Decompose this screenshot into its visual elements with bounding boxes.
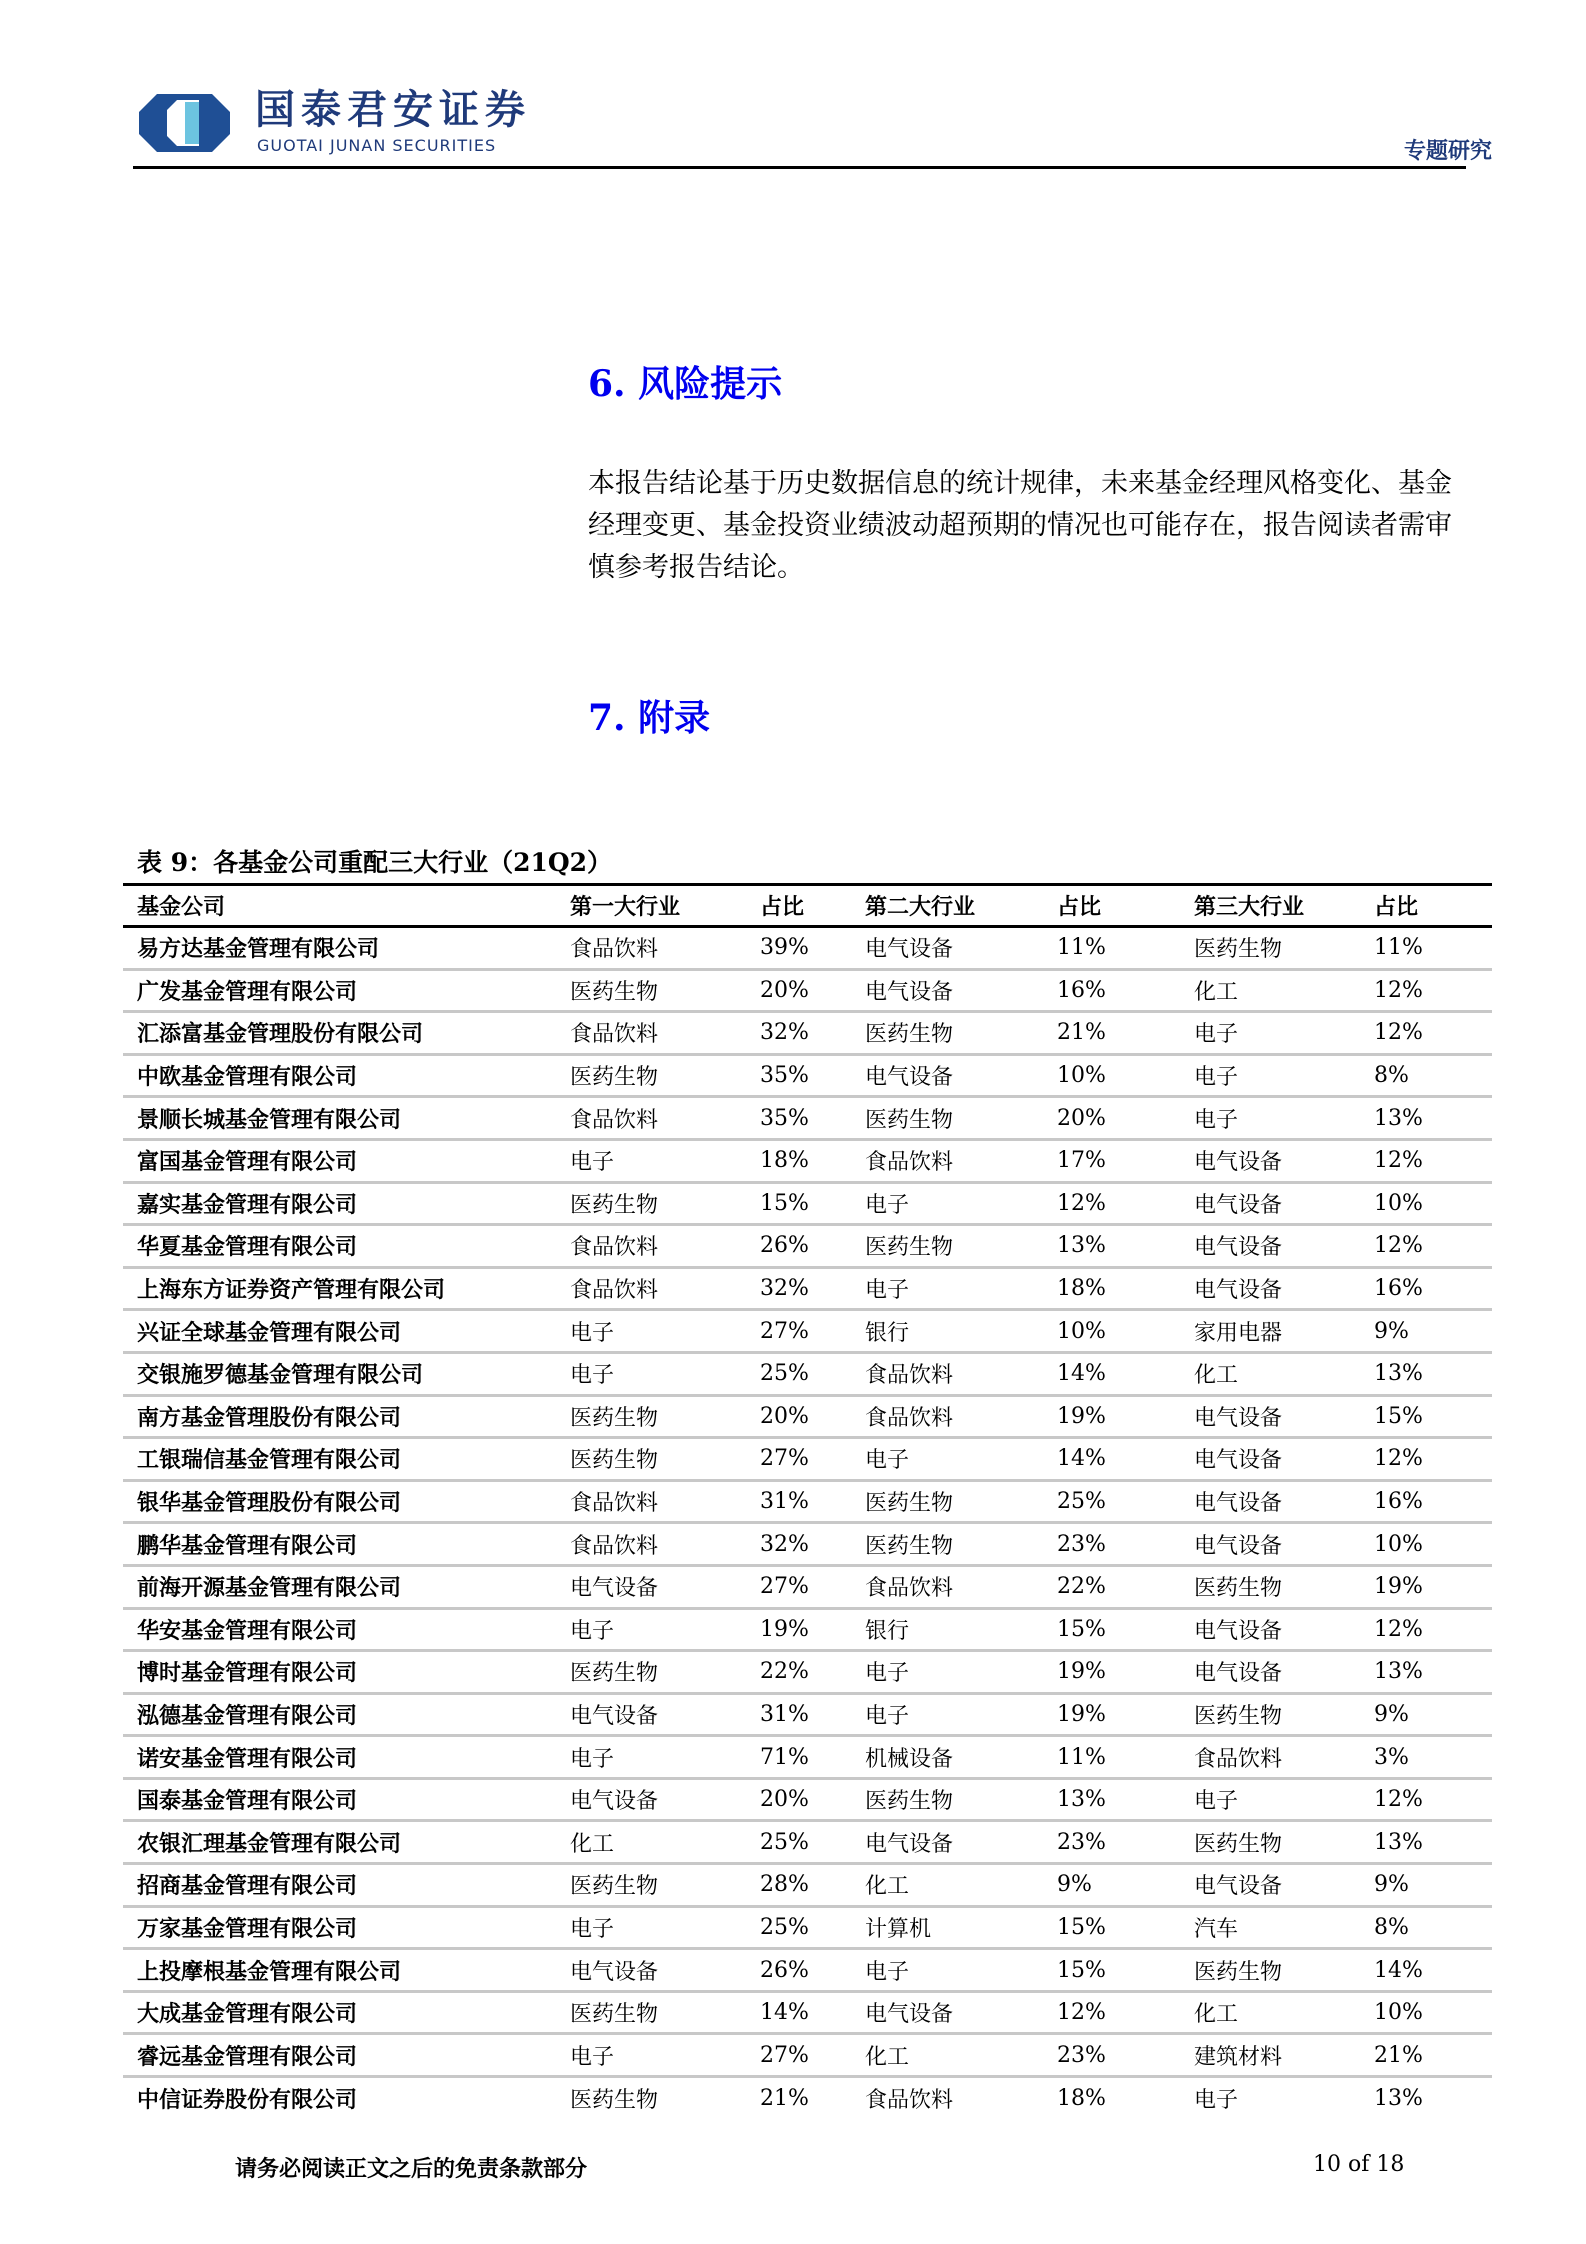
table-cell: 食品饮料 — [865, 1405, 954, 1431]
table-cell: 16% — [1374, 1489, 1423, 1515]
table-cell: 18% — [760, 1148, 809, 1174]
table-cell: 医药生物 — [865, 1789, 954, 1815]
table-row — [123, 1395, 1492, 1438]
table-cell: 电气设备 — [1194, 1618, 1283, 1644]
table-cell: 电气设备 — [570, 1576, 659, 1602]
table-row — [123, 969, 1492, 1012]
column-header: 第二大行业 — [865, 894, 976, 920]
table-cell: 13% — [1374, 1829, 1423, 1855]
table-cell: 10% — [1057, 1063, 1106, 1089]
table-cell: 9% — [1374, 1872, 1409, 1898]
table-cell: 20% — [760, 977, 809, 1003]
table-cell: 21% — [1057, 1020, 1106, 1046]
table-cell: 电气设备 — [1194, 1491, 1283, 1517]
table-cell: 32% — [760, 1531, 809, 1557]
fund-company-cell: 诺安基金管理有限公司 — [137, 1745, 358, 1772]
column-header: 占比 — [1057, 894, 1102, 920]
table-row — [123, 1139, 1492, 1182]
table-cell: 电子 — [570, 1618, 615, 1644]
table-cell: 15% — [1057, 1616, 1106, 1642]
table-cell: 31% — [760, 1701, 809, 1727]
table-row — [123, 2077, 1492, 2120]
table-row — [123, 1736, 1492, 1779]
table-cell: 医药生物 — [570, 1661, 659, 1687]
table-cell: 电子 — [1194, 1022, 1239, 1048]
table-cell: 13% — [1374, 1361, 1423, 1387]
fund-company-cell: 汇添富基金管理股份有限公司 — [137, 1021, 424, 1048]
table-cell: 电子 — [570, 1916, 615, 1942]
table-cell: 电气设备 — [865, 1065, 954, 1091]
table-cell: 食品饮料 — [1194, 1746, 1283, 1772]
table-cell: 13% — [1374, 1659, 1423, 1685]
table-cell: 电气设备 — [1194, 1448, 1283, 1474]
table-cell: 3% — [1374, 1744, 1409, 1770]
table-cell: 家用电器 — [1194, 1320, 1283, 1346]
table-cell: 医药生物 — [1194, 1831, 1283, 1857]
table-row — [123, 1267, 1492, 1310]
table-cell: 电气设备 — [570, 1703, 659, 1729]
table-cell: 电子 — [1194, 1789, 1239, 1815]
table-cell: 食品饮料 — [570, 1533, 659, 1559]
table-cell: 31% — [760, 1489, 809, 1515]
fund-company-cell: 上海东方证券资产管理有限公司 — [137, 1277, 446, 1304]
table-cell: 15% — [1057, 1957, 1106, 1983]
table-cell: 电气设备 — [865, 1831, 954, 1857]
table-cell: 计算机 — [865, 1916, 932, 1942]
table-cell: 23% — [1057, 2042, 1106, 2068]
table-cell: 电子 — [570, 1363, 615, 1389]
table-row — [123, 2034, 1492, 2077]
table-cell: 26% — [760, 1233, 809, 1259]
table-cell: 10% — [1374, 2000, 1423, 2026]
fund-industry-table — [123, 883, 1492, 2119]
disclaimer-note: 请务必阅读正文之后的免责条款部分 — [235, 2156, 588, 2182]
table-cell: 化工 — [1194, 979, 1239, 1005]
column-header: 第三大行业 — [1194, 894, 1305, 920]
table-cell: 医药生物 — [1194, 937, 1283, 963]
table-cell: 13% — [1374, 1105, 1423, 1131]
table-cell: 食品饮料 — [865, 1363, 954, 1389]
table-cell: 32% — [760, 1020, 809, 1046]
table-cell: 银行 — [865, 1320, 910, 1346]
table-cell: 19% — [760, 1616, 809, 1642]
table-cell: 25% — [760, 1361, 809, 1387]
table-cell: 12% — [1374, 1148, 1423, 1174]
table-cell: 电气设备 — [1194, 1192, 1283, 1218]
table-cell: 医药生物 — [865, 1235, 954, 1261]
table-row — [123, 1310, 1492, 1353]
table-cell: 医药生物 — [865, 1533, 954, 1559]
table-header-row — [123, 885, 1492, 927]
table-cell: 20% — [760, 1403, 809, 1429]
table-cell: 食品饮料 — [865, 2088, 954, 2114]
table-row — [123, 1864, 1492, 1907]
table-cell: 19% — [1057, 1701, 1106, 1727]
table-cell: 电子 — [570, 1746, 615, 1772]
table-cell: 电气设备 — [1194, 1405, 1283, 1431]
risk-paragraph: 本报告结论基于历史数据信息的统计规律，未来基金经理风格变化、基金经理变更、基金投资业绩波动超预期的情况也可能存在，报告阅读者需审慎参考报告结论。 — [588, 468, 1452, 583]
table-cell: 12% — [1374, 1616, 1423, 1642]
table-row — [123, 1991, 1492, 2034]
table-cell: 电子 — [570, 1320, 615, 1346]
table-cell: 35% — [760, 1063, 809, 1089]
table-cell: 8% — [1374, 1914, 1409, 1940]
table-cell: 医药生物 — [1194, 1703, 1283, 1729]
table-cell: 19% — [1057, 1659, 1106, 1685]
table-cell: 23% — [1057, 1829, 1106, 1855]
table-cell: 医药生物 — [570, 1448, 659, 1474]
table-cell: 电气设备 — [1194, 1874, 1283, 1900]
fund-company-cell: 大成基金管理有限公司 — [137, 2001, 358, 2028]
table-cell: 71% — [760, 1744, 809, 1770]
fund-company-cell: 富国基金管理有限公司 — [137, 1149, 358, 1176]
fund-company-cell: 易方达基金管理有限公司 — [137, 936, 380, 963]
table-cell: 27% — [760, 1318, 809, 1344]
table-row — [123, 1352, 1492, 1395]
table-cell: 18% — [1057, 2086, 1106, 2112]
table-cell: 食品饮料 — [570, 1491, 659, 1517]
fund-company-cell: 银华基金管理股份有限公司 — [137, 1490, 402, 1517]
company-logo-icon — [137, 92, 232, 154]
table-row — [123, 1054, 1492, 1097]
table-cell: 27% — [760, 1574, 809, 1600]
table-cell: 电子 — [865, 1661, 910, 1687]
fund-company-cell: 鹏华基金管理有限公司 — [137, 1532, 358, 1559]
table-cell: 12% — [1374, 977, 1423, 1003]
table-cell: 26% — [760, 1957, 809, 1983]
fund-company-cell: 嘉实基金管理有限公司 — [137, 1191, 358, 1218]
table-cell: 20% — [1057, 1105, 1106, 1131]
table-cell: 汽车 — [1194, 1916, 1239, 1942]
table-cell: 25% — [760, 1914, 809, 1940]
table-cell: 13% — [1374, 2086, 1423, 2112]
fund-company-cell: 交银施罗德基金管理有限公司 — [137, 1362, 424, 1389]
table-cell: 电子 — [570, 1150, 615, 1176]
table-row — [123, 1225, 1492, 1268]
table-cell: 27% — [760, 1446, 809, 1472]
table-cell: 电气设备 — [865, 2002, 954, 2028]
fund-company-cell: 睿远基金管理有限公司 — [137, 2043, 358, 2070]
table-cell: 食品饮料 — [570, 1235, 659, 1261]
table-cell: 电气设备 — [1194, 1235, 1283, 1261]
table-cell: 21% — [760, 2086, 809, 2112]
table-cell: 化工 — [1194, 2002, 1239, 2028]
table-cell: 电子 — [865, 1703, 910, 1729]
fund-company-cell: 招商基金管理有限公司 — [137, 1873, 358, 1900]
table-cell: 22% — [1057, 1574, 1106, 1600]
table-cell: 19% — [1374, 1574, 1423, 1600]
fund-company-cell: 农银汇理基金管理有限公司 — [137, 1830, 402, 1857]
table-cell: 18% — [1057, 1276, 1106, 1302]
table-cell: 12% — [1057, 1190, 1106, 1216]
table-row — [123, 1608, 1492, 1651]
logo-text-en: GUOTAI JUNAN SECURITIES — [257, 136, 497, 155]
fund-company-cell: 华夏基金管理有限公司 — [137, 1234, 358, 1261]
table-cell: 20% — [760, 1787, 809, 1813]
table-row — [123, 1565, 1492, 1608]
column-header: 第一大行业 — [570, 894, 681, 920]
table-cell: 食品饮料 — [570, 1107, 659, 1133]
table-cell: 电子 — [1194, 2088, 1239, 2114]
table-row — [123, 1949, 1492, 1992]
fund-company-cell: 兴证全球基金管理有限公司 — [137, 1319, 402, 1346]
table-row — [123, 1480, 1492, 1523]
table-row — [123, 1693, 1492, 1736]
table-cell: 化工 — [570, 1831, 615, 1857]
table-row — [123, 1906, 1492, 1949]
table-cell: 食品饮料 — [570, 1022, 659, 1048]
table-cell: 21% — [1374, 2042, 1423, 2068]
table-cell: 12% — [1374, 1787, 1423, 1813]
table-cell: 医药生物 — [865, 1107, 954, 1133]
table-cell: 医药生物 — [570, 1874, 659, 1900]
page-number: 10 of 18 — [1313, 2152, 1405, 2177]
fund-company-cell: 中欧基金管理有限公司 — [137, 1064, 358, 1091]
table-cell: 电子 — [865, 1959, 910, 1985]
table-cell: 25% — [1057, 1489, 1106, 1515]
table-cell: 14% — [760, 2000, 809, 2026]
table-cell: 9% — [1374, 1701, 1409, 1727]
fund-company-cell: 华安基金管理有限公司 — [137, 1617, 358, 1644]
fund-company-cell: 景顺长城基金管理有限公司 — [137, 1106, 402, 1133]
table-cell: 电气设备 — [1194, 1661, 1283, 1687]
table-cell: 15% — [1374, 1403, 1423, 1429]
table-cell: 9% — [1057, 1872, 1092, 1898]
table-cell: 电气设备 — [865, 979, 954, 1005]
table-cell: 39% — [760, 935, 809, 961]
table-cell: 电子 — [865, 1192, 910, 1218]
table-cell: 12% — [1374, 1020, 1423, 1046]
column-header: 占比 — [1374, 894, 1419, 920]
table-cell: 电气设备 — [1194, 1150, 1283, 1176]
table-cell: 16% — [1374, 1276, 1423, 1302]
table-cell: 27% — [760, 2042, 809, 2068]
table-cell: 医药生物 — [570, 1405, 659, 1431]
section-6-heading: 6. 风险提示 — [588, 363, 783, 405]
table-cell: 食品饮料 — [865, 1576, 954, 1602]
table-cell: 电子 — [865, 1448, 910, 1474]
fund-company-cell: 广发基金管理有限公司 — [137, 978, 358, 1005]
table-cell: 食品饮料 — [570, 1278, 659, 1304]
table-cell: 13% — [1057, 1787, 1106, 1813]
table-cell: 医药生物 — [570, 979, 659, 1005]
fund-company-cell: 国泰基金管理有限公司 — [137, 1788, 358, 1815]
table-cell: 医药生物 — [570, 2088, 659, 2114]
fund-company-cell: 工银瑞信基金管理有限公司 — [137, 1447, 402, 1474]
column-header: 基金公司 — [137, 894, 226, 920]
table-cell: 11% — [1057, 935, 1106, 961]
table-caption: 表 9：各基金公司重配三大行业（21Q2） — [137, 848, 613, 877]
table-cell: 13% — [1057, 1233, 1106, 1259]
table-cell: 23% — [1057, 1531, 1106, 1557]
fund-company-cell: 泓德基金管理有限公司 — [137, 1702, 358, 1729]
table-cell: 10% — [1057, 1318, 1106, 1344]
table-cell: 医药生物 — [865, 1491, 954, 1517]
table-cell: 25% — [760, 1829, 809, 1855]
table-row — [123, 1182, 1492, 1225]
table-cell: 电子 — [1194, 1065, 1239, 1091]
table-cell: 12% — [1057, 2000, 1106, 2026]
fund-company-cell: 前海开源基金管理有限公司 — [137, 1575, 402, 1602]
table-cell: 医药生物 — [1194, 1576, 1283, 1602]
table-cell: 14% — [1374, 1957, 1423, 1983]
table-cell: 医药生物 — [1194, 1959, 1283, 1985]
table-cell: 化工 — [865, 2044, 910, 2070]
table-cell: 电气设备 — [570, 1959, 659, 1985]
table-cell: 机械设备 — [865, 1746, 954, 1772]
table-cell: 电气设备 — [865, 937, 954, 963]
table-cell: 15% — [760, 1190, 809, 1216]
table-cell: 11% — [1057, 1744, 1106, 1770]
table-cell: 8% — [1374, 1063, 1409, 1089]
table-cell: 32% — [760, 1276, 809, 1302]
logo-text-cn: 国泰君安证券 — [255, 87, 531, 133]
header-divider — [133, 166, 1466, 169]
table-cell: 16% — [1057, 977, 1106, 1003]
table-cell: 化工 — [1194, 1363, 1239, 1389]
table-cell: 电气设备 — [570, 1789, 659, 1815]
table-cell: 22% — [760, 1659, 809, 1685]
table-cell: 电子 — [865, 1278, 910, 1304]
table-cell: 医药生物 — [865, 1022, 954, 1048]
table-row — [123, 1523, 1492, 1566]
table-cell: 银行 — [865, 1618, 910, 1644]
table-cell: 电气设备 — [1194, 1278, 1283, 1304]
table-cell: 电子 — [1194, 1107, 1239, 1133]
table-row — [123, 927, 1492, 970]
column-header: 占比 — [760, 894, 805, 920]
table-cell: 15% — [1057, 1914, 1106, 1940]
table-cell: 14% — [1057, 1361, 1106, 1387]
fund-company-cell: 南方基金管理股份有限公司 — [137, 1404, 402, 1431]
table-cell: 医药生物 — [570, 1065, 659, 1091]
table-row — [123, 1778, 1492, 1821]
table-cell: 9% — [1374, 1318, 1409, 1344]
table-cell: 17% — [1057, 1148, 1106, 1174]
table-cell: 食品饮料 — [865, 1150, 954, 1176]
table-row — [123, 1821, 1492, 1864]
table-row — [123, 1012, 1492, 1055]
table-cell: 10% — [1374, 1190, 1423, 1216]
table-cell: 电气设备 — [1194, 1533, 1283, 1559]
table-cell: 10% — [1374, 1531, 1423, 1557]
table-cell: 35% — [760, 1105, 809, 1131]
table-cell: 12% — [1374, 1446, 1423, 1472]
table-cell: 化工 — [865, 1874, 910, 1900]
table-row — [123, 1097, 1492, 1140]
table-cell: 建筑材料 — [1194, 2044, 1283, 2070]
report-type: 专题研究 — [1403, 138, 1492, 164]
table-row — [123, 1438, 1492, 1481]
fund-company-cell: 中信证券股份有限公司 — [137, 2087, 358, 2114]
table-cell: 医药生物 — [570, 1192, 659, 1218]
section-7-heading: 7. 附录 — [588, 697, 711, 739]
table-cell: 19% — [1057, 1403, 1106, 1429]
table-row — [123, 1651, 1492, 1694]
fund-company-cell: 上投摩根基金管理有限公司 — [137, 1958, 402, 1985]
table-cell: 12% — [1374, 1233, 1423, 1259]
fund-company-cell: 博时基金管理有限公司 — [137, 1660, 358, 1687]
table-cell: 14% — [1057, 1446, 1106, 1472]
fund-company-cell: 万家基金管理有限公司 — [137, 1915, 358, 1942]
table-cell: 医药生物 — [570, 2002, 659, 2028]
table-cell: 食品饮料 — [570, 937, 659, 963]
table-cell: 28% — [760, 1872, 809, 1898]
table-cell: 电子 — [570, 2044, 615, 2070]
table-cell: 11% — [1374, 935, 1423, 961]
